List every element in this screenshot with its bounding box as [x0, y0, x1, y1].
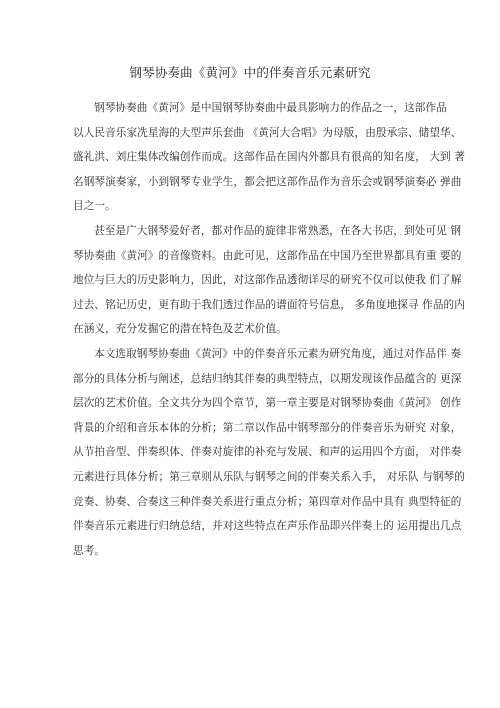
text-line: 过去、铭记历史，更有助于我们透过作品的谱面符号信息， 多角度地探寻 作品的内 — [73, 298, 465, 311]
paragraph-3 — [73, 342, 465, 563]
paragraph-2 — [73, 219, 465, 342]
text-line: 地位与巨大的历史影响力，因此，对这部作品透彻详尽的研究不仅可以使我 们了解 — [73, 274, 462, 287]
document-body — [73, 96, 465, 563]
text-line: 从节拍音型、伴奏织体、伴奏对旋律的补充与发展、和声的运用四个方面， 对伴奏 — [73, 446, 462, 459]
text-line: 竞奏、协奏、合奏这三种伴奏关系进行重点分析；第四章对作品中具有 典型特征的 — [73, 495, 462, 508]
paragraph-1 — [73, 96, 465, 219]
text-line: 思考。 — [73, 544, 106, 557]
text-line: 背景的介绍和音乐本体的分析；第二章以作品中钢琴部分的伴奏音乐为研究 对象， — [73, 421, 462, 434]
text-line: 琴协奏曲《黄河》的音像资料。由此可见，这部作品在中国乃至世界都具有重 要的 — [73, 249, 462, 262]
document-title: 钢琴协奏曲《黄河》中的伴奏音乐元素研究 — [129, 65, 371, 80]
text-line: 名钢琴演奏家，小到钢琴专业学生，都会把这部作品作为音乐会或钢琴演奏必 弹曲 — [73, 175, 462, 188]
text-line: 以人民音乐家冼星海的大型声乐套曲 《黄河大合唱》为母版，由殷承宗、储望华、 — [73, 126, 462, 139]
text-line: 层次的艺术价值。全文共分为四个章节，第一章主要是对钢琴协奏曲《黄河》 创作 — [73, 397, 462, 410]
text-line: 伴奏音乐元素进行归纳总结，并对这些特点在声乐作品即兴伴奏上的 运用提出几点 — [73, 520, 462, 533]
text-line: 在涵义，充分发掘它的潜在特色及艺术价值。 — [73, 323, 287, 336]
text-line: 本文选取钢琴协奏曲《黄河》中的伴奏音乐元素为研究角度，通过对作品伴 奏 — [94, 347, 462, 360]
text-line: 目之一。 — [73, 200, 116, 213]
text-line: 盛礼洪、刘庄集体改编创作而成。这部作品在国内外都具有很高的知名度， 大到 著 — [73, 151, 465, 164]
text-line: 部分的具体分析与阐述，总结归纳其伴奏的典型特点，以期发现该作品蕴含的 更深 — [73, 372, 462, 385]
text-line: 钢琴协奏曲《黄河》是中国钢琴协奏曲中最具影响力的作品之一，这部作品 — [94, 102, 447, 114]
text-line: 甚至是广大钢琴爱好者，都对作品的旋律非常熟悉，在各大书店，到处可见 钢 — [94, 224, 462, 237]
text-line: 元素进行具体分析；第三章则从乐队与钢琴之间的伴奏关系入手， 对乐队 与钢琴的 — [73, 470, 465, 483]
